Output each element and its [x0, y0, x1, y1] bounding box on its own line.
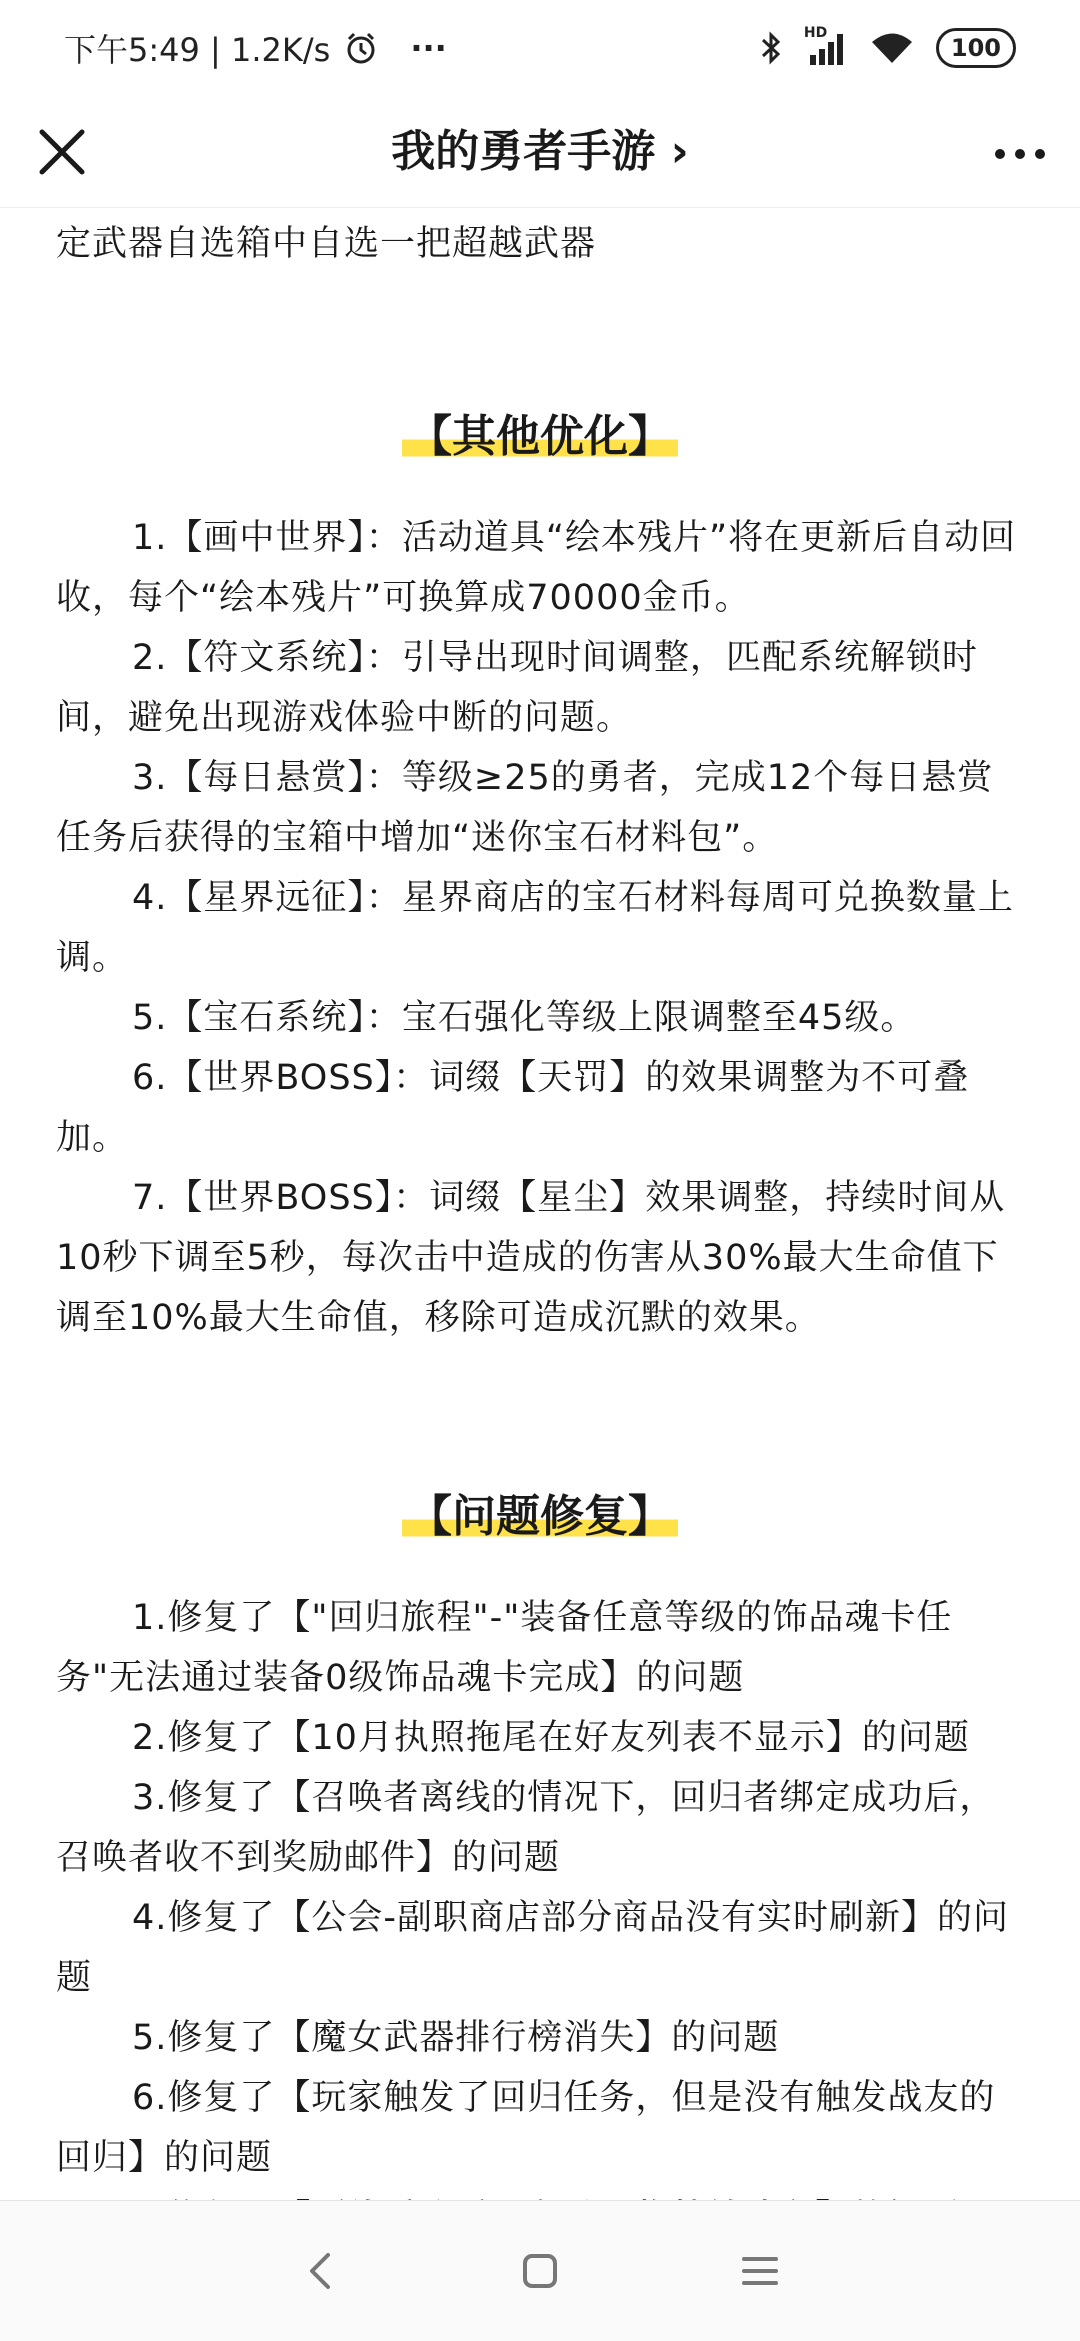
back-icon[interactable] [290, 2241, 350, 2301]
nav-bar [0, 96, 1080, 208]
list-item: 3.【每日悬赏】：等级≥25的勇者，完成12个每日悬赏任务后获得的宝箱中增加“迷你宝石材料包”。 [56, 758, 994, 858]
list-item: 4.修复了【公会-副职商店部分商品没有实时刷新】的问题 [56, 1898, 1010, 1998]
status-left [64, 25, 447, 71]
page-title[interactable]: 我的勇者手游 › [391, 126, 689, 177]
bluetooth-icon [760, 30, 782, 66]
list-item: 3.修复了【召唤者离线的情况下，回归者绑定成功后，召唤者收不到奖励邮件】的问题 [56, 1778, 996, 1878]
list-item: 5.【宝石系统】：宝石强化等级上限调整至45级。 [132, 998, 917, 1038]
list-item: 2.【符文系统】：引导出现时间调整，匹配系统解锁时间，避免出现游戏体验中断的问题。 [56, 638, 978, 738]
section-heading-label: 【问题修复】 [402, 1480, 678, 1544]
wifi-icon [870, 31, 914, 65]
section-heading-bugfix [0, 1480, 1080, 1544]
status-more-dots: ··· [410, 29, 447, 67]
alarm-icon [344, 31, 378, 65]
article-content [0, 208, 1080, 2200]
intro-line: 定武器自选箱中自选一把超越武器 [56, 224, 597, 264]
more-icon[interactable] [990, 124, 1050, 184]
network-label: HD [803, 25, 828, 41]
system-nav-bar [0, 2200, 1080, 2341]
list-item: 4.【星界远征】：星界商店的宝石材料每周可兑换数量上调。 [56, 878, 1014, 978]
battery-icon: 100 [936, 28, 1016, 68]
list-item: 7.【世界BOSS】：词缀【星尘】效果调整，持续时间从10秒下调至5秒，每次击中造成的伤害从30%最大生命值下调至10%最大生命值，移除可造成沉默的效果。 [56, 1178, 1006, 1338]
status-bar [0, 0, 1080, 96]
section-heading-label: 【其他优化】 [402, 400, 678, 464]
section-heading-optimization [0, 400, 1080, 464]
list-item: 6.【世界BOSS】：词缀【天罚】的效果调整为不可叠加。 [56, 1058, 970, 1158]
home-icon[interactable] [510, 2241, 570, 2301]
status-time: 下午5:49 | 1.2K/s [64, 31, 331, 69]
list-item: 6.修复了【玩家触发了回归任务，但是没有触发战友的回归】的问题 [56, 2078, 996, 2178]
list-item: 2.修复了【10月执照拖尾在好友列表不显示】的问题 [132, 1718, 970, 1758]
list-item: 5.修复了【魔女武器排行榜消失】的问题 [132, 2018, 780, 2058]
list-item: 1.修复了【"回归旅程"-"装备任意等级的饰品魂卡任务"无法通过装备0级饰品魂卡完成】的问题 [56, 1598, 953, 1698]
status-right [760, 25, 1016, 68]
list-item: 1.【画中世界】：活动道具“绘本残片”将在更新后自动回收，每个“绘本残片”可换算成70000金币。 [56, 518, 1017, 618]
menu-icon[interactable] [730, 2241, 790, 2301]
signal-icon [803, 25, 848, 65]
